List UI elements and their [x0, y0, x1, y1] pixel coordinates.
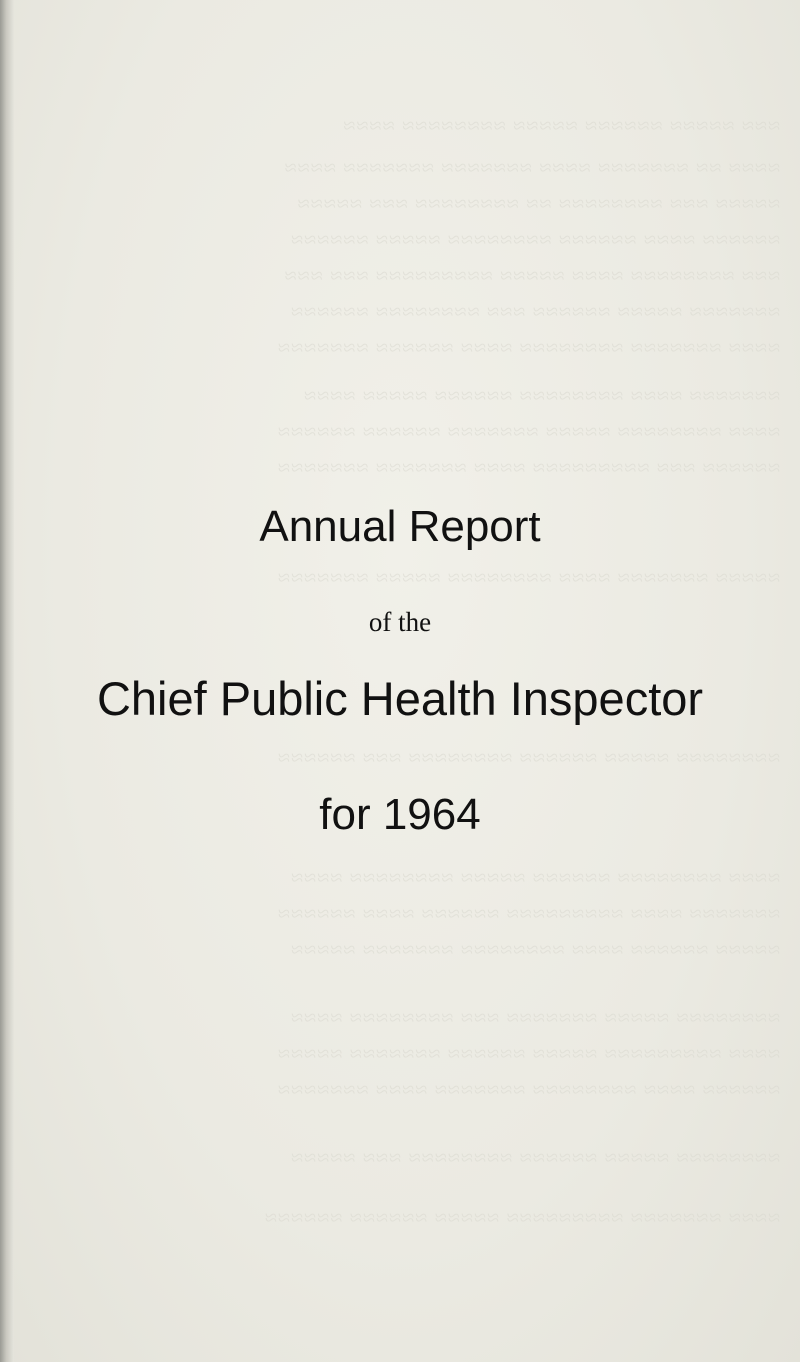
show-through-text: ≈≈≈≈ ≈≈ ≈≈≈≈≈≈≈ ≈≈≈≈ ≈≈≈≈≈≈≈ ≈≈≈≈≈≈≈ ≈≈≈≈: [283, 155, 780, 180]
report-title: Annual Report: [259, 502, 541, 551]
show-through-text: ≈≈≈≈≈≈≈ ≈≈≈≈ ≈≈≈≈≈≈≈≈≈ ≈≈≈≈≈≈ ≈≈≈≈ ≈≈≈≈≈≈: [276, 901, 780, 926]
show-through-text: ≈≈≈≈ ≈≈≈≈≈≈≈≈ ≈≈≈≈≈ ≈≈≈≈≈≈≈ ≈≈≈≈≈≈ ≈≈≈≈≈≈: [276, 419, 780, 444]
show-through-text: ≈≈≈ ≈≈≈≈≈ ≈≈≈≈≈≈ ≈≈≈≈≈ ≈≈≈≈≈≈≈≈ ≈≈≈≈: [342, 113, 780, 138]
show-through-text: ≈≈≈≈≈ ≈≈≈ ≈≈≈≈≈≈≈≈ ≈≈ ≈≈≈≈≈≈≈≈ ≈≈≈ ≈≈≈≈≈: [296, 191, 780, 216]
show-through-text: ≈≈≈≈≈≈ ≈≈≈≈ ≈≈≈≈≈≈ ≈≈≈≈≈≈≈≈ ≈≈≈≈≈ ≈≈≈≈≈≈: [289, 227, 780, 252]
show-through-text: ≈≈≈≈≈ ≈≈≈≈≈≈ ≈≈≈≈ ≈≈≈≈≈≈≈≈ ≈≈≈≈≈≈≈ ≈≈≈≈≈: [289, 937, 780, 962]
show-through-text: ≈≈≈≈ ≈≈≈≈≈≈≈ ≈≈≈≈≈≈≈≈≈ ≈≈≈≈≈ ≈≈≈≈≈≈ ≈≈≈≈≈≈: [263, 1205, 780, 1230]
show-through-text: ≈≈≈≈≈≈≈≈ ≈≈≈≈≈ ≈≈≈≈≈≈ ≈≈≈≈≈≈≈≈ ≈≈≈ ≈≈≈≈≈: [289, 1145, 780, 1170]
report-period: for 1964: [319, 790, 481, 839]
show-through-text: ≈≈≈≈≈≈ ≈≈≈ ≈≈≈≈≈≈≈≈≈ ≈≈≈≈ ≈≈≈≈≈≈≈ ≈≈≈≈≈≈≈: [276, 455, 780, 480]
show-through-text: ≈≈≈≈≈≈≈ ≈≈≈≈≈ ≈≈≈≈≈≈ ≈≈≈ ≈≈≈≈≈≈≈≈ ≈≈≈≈≈≈: [289, 299, 780, 324]
title-connector: of the: [368, 607, 432, 637]
show-through-text: ≈≈≈ ≈≈≈≈≈≈≈≈ ≈≈≈≈ ≈≈≈≈≈ ≈≈≈≈≈≈≈≈≈ ≈≈≈ ≈≈≈: [283, 263, 780, 288]
show-through-text: ≈≈≈≈ ≈≈≈≈≈≈≈ ≈≈≈≈≈≈≈≈ ≈≈≈≈ ≈≈≈≈≈≈ ≈≈≈≈≈≈≈: [276, 335, 780, 360]
show-through-text: ≈≈≈≈≈ ≈≈≈≈≈≈≈ ≈≈≈≈ ≈≈≈≈≈≈≈≈ ≈≈≈≈≈ ≈≈≈≈≈≈≈: [276, 565, 780, 590]
show-through-text: ≈≈≈≈≈≈≈≈ ≈≈≈≈≈ ≈≈≈≈≈≈ ≈≈≈≈≈≈≈≈ ≈≈≈ ≈≈≈≈≈≈: [276, 745, 780, 770]
show-through-text: ≈≈≈≈ ≈≈≈≈≈≈≈≈≈ ≈≈≈≈≈ ≈≈≈≈≈≈ ≈≈≈≈≈≈≈ ≈≈≈≈≈: [276, 1041, 780, 1066]
show-through-text: ≈≈≈≈ ≈≈≈≈≈≈≈≈ ≈≈≈≈≈≈ ≈≈≈≈≈ ≈≈≈≈≈≈≈≈ ≈≈≈≈: [289, 865, 780, 890]
show-through-text: ≈≈≈≈≈≈ ≈≈≈≈ ≈≈≈≈≈≈≈≈ ≈≈≈≈≈≈≈ ≈≈≈≈ ≈≈≈≈≈≈≈: [276, 1077, 780, 1102]
show-through-text: ≈≈≈≈≈≈≈≈ ≈≈≈≈≈ ≈≈≈≈≈≈≈ ≈≈≈ ≈≈≈≈≈≈≈≈ ≈≈≈≈: [289, 1005, 780, 1030]
report-subject: Chief Public Health Inspector: [96, 672, 704, 725]
show-through-text: ≈≈≈≈≈≈≈ ≈≈≈≈ ≈≈≈≈≈≈≈≈ ≈≈≈≈≈≈ ≈≈≈≈≈ ≈≈≈≈: [302, 383, 780, 408]
